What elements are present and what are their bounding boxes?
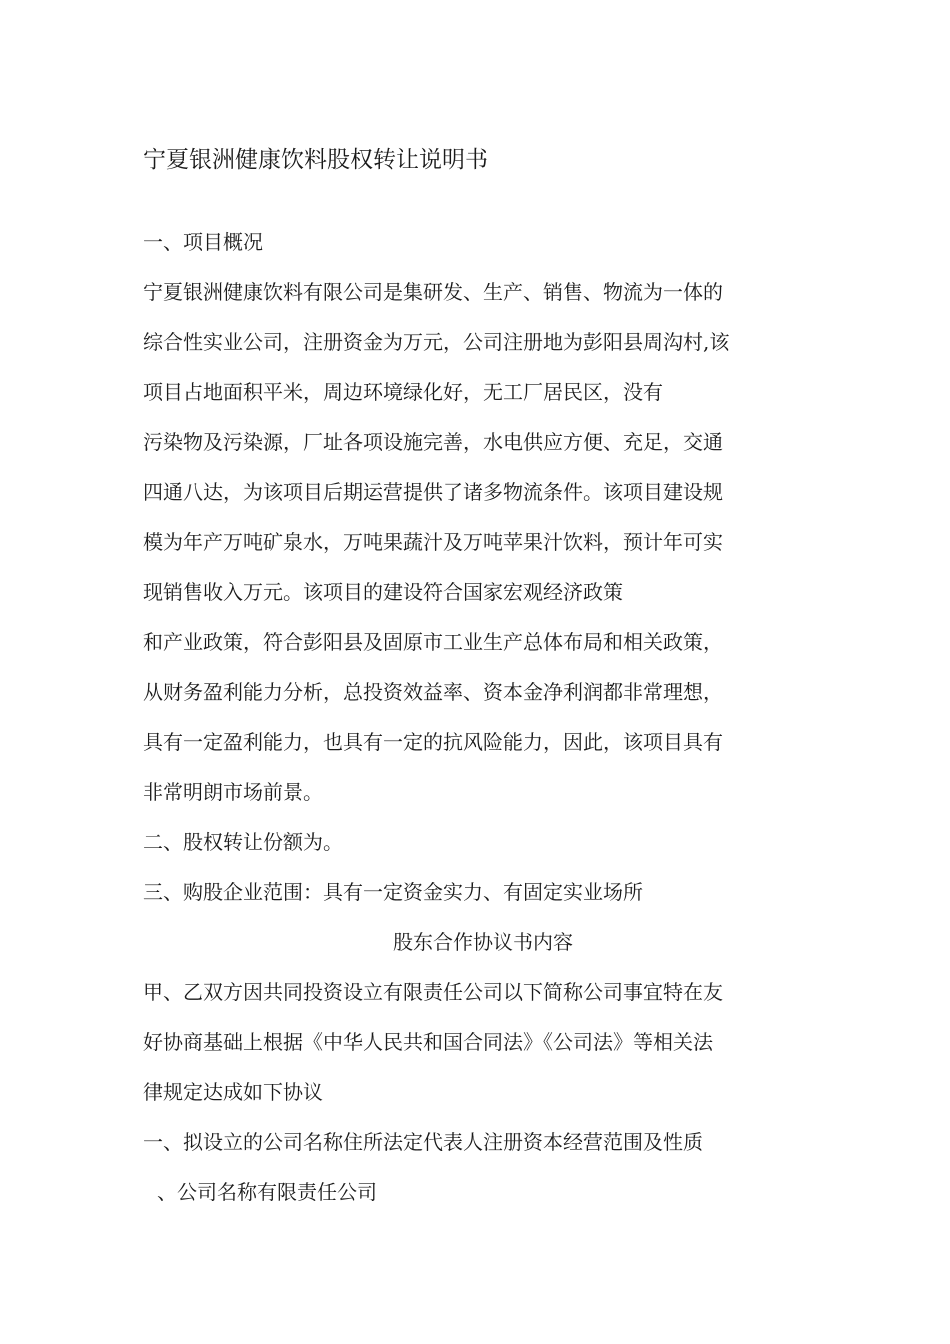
section-heading-buyer-scope: 三、购股企业范围：具有一定资金实力、有固定实业场所 xyxy=(143,880,643,904)
paragraph-line: 项目占地面积平米，周边环境绿化好，无工厂居民区，没有 xyxy=(143,380,663,404)
section-heading-project-overview: 一、项目概况 xyxy=(143,230,263,254)
paragraph-line: 综合性实业公司，注册资金为万元，公司注册地为彭阳县周沟村,该 xyxy=(143,330,730,354)
paragraph-line: 非常明朗市场前景。 xyxy=(143,780,323,804)
subtitle-agreement-content: 股东合作协议书内容 xyxy=(393,930,573,954)
paragraph-line: 四通八达，为该项目后期运营提供了诸多物流条件。该项目建设规 xyxy=(143,480,723,504)
paragraph-line: 从财务盈利能力分析，总投资效益率、资本金净利润都非常理想， xyxy=(143,680,723,704)
paragraph-line: 模为年产万吨矿泉水，万吨果蔬汁及万吨苹果汁饮料，预计年可实 xyxy=(143,530,723,554)
paragraph-line: 律规定达成如下协议 xyxy=(143,1080,323,1104)
list-item-company-name: 、公司名称有限责任公司 xyxy=(157,1180,377,1204)
paragraph-line: 甲、乙双方因共同投资设立有限责任公司以下简称公司事宜特在友 xyxy=(143,980,723,1004)
section-heading-company-info: 一、拟设立的公司名称住所法定代表人注册资本经营范围及性质 xyxy=(143,1130,703,1154)
paragraph-line: 宁夏银洲健康饮料有限公司是集研发、生产、销售、物流为一体的 xyxy=(143,280,723,304)
paragraph-line: 现销售收入万元。该项目的建设符合国家宏观经济政策 xyxy=(143,580,623,604)
paragraph-line: 和产业政策，符合彭阳县及固原市工业生产总体布局和相关政策， xyxy=(143,630,723,654)
document-title: 宁夏银洲健康饮料股权转让说明书 xyxy=(143,147,488,173)
paragraph-line: 好协商基础上根据《中华人民共和国合同法》《公司法》等相关法 xyxy=(143,1030,713,1054)
paragraph-line: 污染物及污染源，厂址各项设施完善，水电供应方便、充足，交通 xyxy=(143,430,723,454)
paragraph-line: 具有一定盈利能力，也具有一定的抗风险能力，因此，该项目具有 xyxy=(143,730,723,754)
document-body xyxy=(143,140,813,1217)
section-heading-share-transfer: 二、股权转让份额为。 xyxy=(143,830,343,854)
